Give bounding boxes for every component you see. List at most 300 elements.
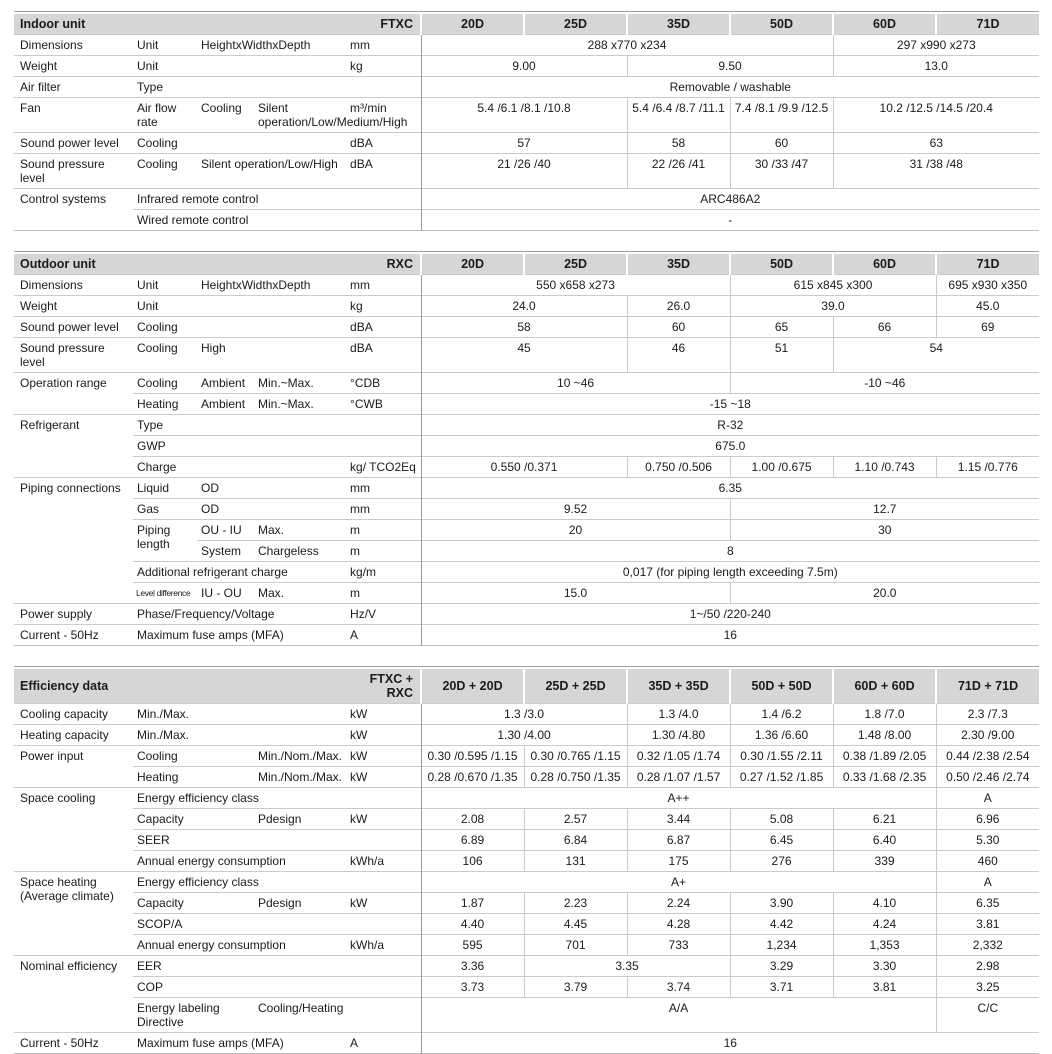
- value-cell: 2.98: [936, 956, 1039, 977]
- unit-label: dBA: [346, 317, 421, 338]
- row-label: High: [197, 338, 346, 373]
- value-cell: 131: [524, 851, 627, 872]
- value-cell: 66: [833, 317, 936, 338]
- value-cell: 4.45: [524, 914, 627, 935]
- unit-label: kg/ TCO2Eq: [346, 457, 421, 478]
- spec-row: [14, 499, 1039, 520]
- spec-row: [14, 725, 1039, 746]
- spec-row: [14, 977, 1039, 998]
- row-label: OD: [197, 499, 346, 520]
- unit-label: [346, 998, 421, 1033]
- spec-row: [14, 746, 1039, 767]
- row-group-label: Operation range: [14, 373, 133, 415]
- model-code: FTXC: [346, 14, 421, 35]
- value-cell: 10 ~46: [421, 373, 730, 394]
- value-cell: 0.27 /1.52 /1.85: [730, 767, 833, 788]
- model-code: FTXC + RXC: [346, 669, 421, 704]
- unit-label: A: [346, 1033, 421, 1054]
- value-cell: 39.0: [730, 296, 936, 317]
- row-label: Max.: [254, 583, 346, 604]
- value-cell: 1.30 /4.00: [421, 725, 627, 746]
- row-group-label: Heating capacity: [14, 725, 133, 746]
- value-cell: 22 /26 /41: [627, 154, 730, 189]
- value-cell: 58: [627, 133, 730, 154]
- value-cell: 0.33 /1.68 /2.35: [833, 767, 936, 788]
- value-cell: 1.15 /0.776: [936, 457, 1039, 478]
- value-cell: 5.30: [936, 830, 1039, 851]
- spec-row: [14, 373, 1039, 394]
- row-label: Charge: [133, 457, 346, 478]
- value-cell: 65: [730, 317, 833, 338]
- spec-row: [14, 583, 1039, 604]
- table-body: [14, 35, 1039, 231]
- value-cell: 595: [421, 935, 524, 956]
- column-header: 25D: [524, 14, 627, 35]
- spec-row: [14, 415, 1039, 436]
- value-cell: 1.36 /6.60: [730, 725, 833, 746]
- value-cell: 3.73: [421, 977, 524, 998]
- column-header: 25D + 25D: [524, 669, 627, 704]
- unit-label: kW: [346, 767, 421, 788]
- row-group-label: Power supply: [14, 604, 133, 625]
- value-cell: 1.4 /6.2: [730, 704, 833, 725]
- row-label: Unit: [133, 35, 197, 56]
- row-group-label: Sound power level: [14, 317, 133, 338]
- value-cell: 21 /26 /40: [421, 154, 627, 189]
- row-label: Energy efficiency class: [133, 788, 346, 809]
- spec-row: [14, 935, 1039, 956]
- row-label: Unit: [133, 275, 197, 296]
- spec-row: [14, 154, 1039, 189]
- row-label: Pdesign: [254, 893, 346, 914]
- spec-row: [14, 872, 1039, 893]
- column-header: 20D: [421, 14, 524, 35]
- spec-row: [14, 338, 1039, 373]
- unit-label: kg/m: [346, 562, 421, 583]
- value-cell: 6.21: [833, 809, 936, 830]
- unit-label: [346, 914, 421, 935]
- model-code: RXC: [346, 254, 421, 275]
- row-label: Energy labeling Directive: [133, 998, 254, 1033]
- row-label: Gas: [133, 499, 197, 520]
- value-cell: 6.40: [833, 830, 936, 851]
- spec-row: [14, 394, 1039, 415]
- value-cell: 1.10 /0.743: [833, 457, 936, 478]
- value-cell: 69: [936, 317, 1039, 338]
- unit-label: kW: [346, 704, 421, 725]
- row-label: Annual energy consumption: [133, 851, 346, 872]
- column-header: 60D: [833, 254, 936, 275]
- column-header: 50D: [730, 254, 833, 275]
- row-label: Cooling: [133, 133, 346, 154]
- value-cell: 1.30 /4.80: [627, 725, 730, 746]
- row-label: Min.~Max.: [254, 394, 346, 415]
- value-cell: 615 x845 x300: [730, 275, 936, 296]
- column-header: 71D + 71D: [936, 669, 1039, 704]
- value-cell: 54: [833, 338, 1039, 373]
- row-label: Energy efficiency class: [133, 872, 346, 893]
- row-label: Min./Max.: [133, 704, 346, 725]
- row-label: Chargeless: [254, 541, 346, 562]
- spec-row: [14, 436, 1039, 457]
- table-header-row: [14, 254, 1039, 275]
- row-label: Cooling: [133, 338, 197, 373]
- value-cell: 1.48 /8.00: [833, 725, 936, 746]
- spec-row: [14, 893, 1039, 914]
- row-label: Heating: [133, 767, 254, 788]
- value-cell: 4.24: [833, 914, 936, 935]
- spec-row: [14, 604, 1039, 625]
- value-cell: 46: [627, 338, 730, 373]
- value-cell: 2,332: [936, 935, 1039, 956]
- unit-label: dBA: [346, 154, 421, 189]
- value-cell: 1,234: [730, 935, 833, 956]
- row-group-label: Sound pressure level: [14, 338, 133, 373]
- row-label: Cooling: [133, 746, 254, 767]
- row-group-label: Weight: [14, 56, 133, 77]
- value-cell: 3.30: [833, 956, 936, 977]
- value-cell: 0.28 /1.07 /1.57: [627, 767, 730, 788]
- value-cell: 5.4 /6.4 /8.7 /11.1: [627, 98, 730, 133]
- row-label: Silent operation/Low/Medium/High: [254, 98, 346, 133]
- column-header: 35D: [627, 254, 730, 275]
- value-cell: 1.87: [421, 893, 524, 914]
- value-cell: 4.10: [833, 893, 936, 914]
- value-cell: 63: [833, 133, 1039, 154]
- value-cell: 6.87: [627, 830, 730, 851]
- value-cell: 57: [421, 133, 627, 154]
- value-cell: 3.44: [627, 809, 730, 830]
- row-group-label: Air filter: [14, 77, 133, 98]
- efficiency-data-section: [14, 666, 1039, 1054]
- spec-row: [14, 625, 1039, 646]
- value-cell: 30 /33 /47: [730, 154, 833, 189]
- row-label: Cooling: [133, 373, 197, 394]
- unit-label: mm: [346, 275, 421, 296]
- value-cell: 20.0: [730, 583, 1039, 604]
- section-title: Efficiency data: [14, 669, 346, 704]
- value-cell: 4.42: [730, 914, 833, 935]
- row-label: IU - OU: [197, 583, 254, 604]
- row-group-label: Cooling capacity: [14, 704, 133, 725]
- row-label: Level difference: [133, 583, 197, 604]
- row-label: Unit: [133, 56, 346, 77]
- unit-label: [346, 788, 421, 809]
- value-cell: A: [936, 872, 1039, 893]
- row-label: Ambient: [197, 394, 254, 415]
- value-cell: 5.08: [730, 809, 833, 830]
- row-label: Min.~Max.: [254, 373, 346, 394]
- value-cell: 24.0: [421, 296, 627, 317]
- value-cell: 733: [627, 935, 730, 956]
- value-cell: 60: [627, 317, 730, 338]
- unit-label: kWh/a: [346, 851, 421, 872]
- value-cell: ARC486A2: [421, 189, 1039, 210]
- row-label: HeightxWidthxDepth: [197, 275, 346, 296]
- row-group-label: Current - 50Hz: [14, 625, 133, 646]
- value-cell: 0.750 /0.506: [627, 457, 730, 478]
- unit-label: m³/min: [346, 98, 421, 133]
- value-cell: R-32: [421, 415, 1039, 436]
- value-cell: 1.3 /3.0: [421, 704, 627, 725]
- value-cell: Removable / washable: [421, 77, 1039, 98]
- unit-label: kW: [346, 893, 421, 914]
- value-cell: 1.8 /7.0: [833, 704, 936, 725]
- spec-row: [14, 520, 1039, 541]
- row-label: Unit: [133, 296, 346, 317]
- unit-label: kWh/a: [346, 935, 421, 956]
- unit-label: [346, 830, 421, 851]
- value-cell: 0,017 (for piping length exceeding 7.5m): [421, 562, 1039, 583]
- value-cell: 3.71: [730, 977, 833, 998]
- spec-row: [14, 98, 1039, 133]
- value-cell: 8: [421, 541, 1039, 562]
- row-label: Maximum fuse amps (MFA): [133, 625, 346, 646]
- row-label: SEER: [133, 830, 346, 851]
- value-cell: 0.30 /1.55 /2.11: [730, 746, 833, 767]
- unit-label: °CDB: [346, 373, 421, 394]
- row-label: Silent operation/Low/High: [197, 154, 346, 189]
- value-cell: 1,353: [833, 935, 936, 956]
- value-cell: 4.40: [421, 914, 524, 935]
- table-header-row: [14, 14, 1039, 35]
- value-cell: 13.0: [833, 56, 1039, 77]
- value-cell: 297 x990 x273: [833, 35, 1039, 56]
- spec-row: [14, 1033, 1039, 1054]
- spec-row: [14, 56, 1039, 77]
- unit-label: [346, 189, 421, 210]
- value-cell: 0.44 /2.38 /2.54: [936, 746, 1039, 767]
- spec-row: [14, 296, 1039, 317]
- row-group-label: Piping connections: [14, 478, 133, 604]
- value-cell: A++: [421, 788, 936, 809]
- value-cell: 1.00 /0.675: [730, 457, 833, 478]
- unit-label: A: [346, 625, 421, 646]
- value-cell: 0.550 /0.371: [421, 457, 627, 478]
- value-cell: 60: [730, 133, 833, 154]
- row-label: Pdesign: [254, 809, 346, 830]
- row-label: Max.: [254, 520, 346, 541]
- indoor-unit-section: [14, 11, 1039, 231]
- column-header: 60D: [833, 14, 936, 35]
- row-group-label: Space heating (Average climate): [14, 872, 133, 956]
- spec-row: [14, 851, 1039, 872]
- value-cell: 3.36: [421, 956, 524, 977]
- row-label: Infrared remote control: [133, 189, 346, 210]
- value-cell: 30: [730, 520, 1039, 541]
- spec-row: [14, 914, 1039, 935]
- unit-label: [346, 956, 421, 977]
- value-cell: 0.28 /0.670 /1.35: [421, 767, 524, 788]
- value-cell: 20: [421, 520, 730, 541]
- row-label: OD: [197, 478, 346, 499]
- row-label: Air flow rate: [133, 98, 197, 133]
- row-group-label: Weight: [14, 296, 133, 317]
- row-label: Cooling: [133, 317, 346, 338]
- value-cell: 2.08: [421, 809, 524, 830]
- column-header: 60D + 60D: [833, 669, 936, 704]
- unit-label: kW: [346, 746, 421, 767]
- value-cell: -10 ~46: [730, 373, 1039, 394]
- value-cell: 2.23: [524, 893, 627, 914]
- column-header: 20D: [421, 254, 524, 275]
- value-cell: 51: [730, 338, 833, 373]
- unit-label: m: [346, 541, 421, 562]
- value-cell: 701: [524, 935, 627, 956]
- value-cell: 9.00: [421, 56, 627, 77]
- value-cell: 0.38 /1.89 /2.05: [833, 746, 936, 767]
- value-cell: 0.32 /1.05 /1.74: [627, 746, 730, 767]
- value-cell: 3.79: [524, 977, 627, 998]
- unit-label: kg: [346, 56, 421, 77]
- column-header: 35D: [627, 14, 730, 35]
- column-header: 25D: [524, 254, 627, 275]
- row-label: Annual energy consumption: [133, 935, 346, 956]
- row-label: SCOP/A: [133, 914, 346, 935]
- unit-label: [346, 872, 421, 893]
- row-group-label: Fan: [14, 98, 133, 133]
- value-cell: 9.50: [627, 56, 833, 77]
- value-cell: 0.28 /0.750 /1.35: [524, 767, 627, 788]
- value-cell: 460: [936, 851, 1039, 872]
- spec-row: [14, 275, 1039, 296]
- unit-label: [346, 415, 421, 436]
- row-label: HeightxWidthxDepth: [197, 35, 346, 56]
- row-group-label: Sound power level: [14, 133, 133, 154]
- row-label: Heating: [133, 394, 197, 415]
- value-cell: 3.35: [524, 956, 730, 977]
- value-cell: 7.4 /8.1 /9.9 /12.5: [730, 98, 833, 133]
- row-label: Cooling: [197, 98, 254, 133]
- value-cell: A/A: [421, 998, 936, 1033]
- value-cell: 16: [421, 625, 1039, 646]
- row-label: OU - IU: [197, 520, 254, 541]
- value-cell: 6.35: [421, 478, 1039, 499]
- unit-label: m: [346, 520, 421, 541]
- spec-row: [14, 478, 1039, 499]
- value-cell: 550 x658 x273: [421, 275, 730, 296]
- value-cell: 2.3 /7.3: [936, 704, 1039, 725]
- spec-row: [14, 809, 1039, 830]
- row-label: Type: [133, 77, 346, 98]
- unit-label: mm: [346, 478, 421, 499]
- spec-row: [14, 767, 1039, 788]
- row-group-label: Power input: [14, 746, 133, 788]
- unit-label: °CWB: [346, 394, 421, 415]
- value-cell: A+: [421, 872, 936, 893]
- row-label: Maximum fuse amps (MFA): [133, 1033, 346, 1054]
- row-label: Type: [133, 415, 346, 436]
- indoor-unit-table: [14, 14, 1039, 231]
- value-cell: 6.96: [936, 809, 1039, 830]
- row-label: Liquid: [133, 478, 197, 499]
- value-cell: 1.3 /4.0: [627, 704, 730, 725]
- row-label: Min./Nom./Max.: [254, 767, 346, 788]
- row-label: Capacity: [133, 893, 254, 914]
- value-cell: 276: [730, 851, 833, 872]
- value-cell: 339: [833, 851, 936, 872]
- value-cell: 15.0: [421, 583, 730, 604]
- value-cell: 3.74: [627, 977, 730, 998]
- row-group-label: Dimensions: [14, 35, 133, 56]
- spec-row: [14, 133, 1039, 154]
- table-body: [14, 275, 1039, 646]
- spec-row: [14, 457, 1039, 478]
- row-group-label: Sound pressure level: [14, 154, 133, 189]
- unit-label: m: [346, 583, 421, 604]
- row-label: COP: [133, 977, 346, 998]
- row-group-label: Current - 50Hz: [14, 1033, 133, 1054]
- value-cell: 6.84: [524, 830, 627, 851]
- unit-label: Hz/V: [346, 604, 421, 625]
- value-cell: 12.7: [730, 499, 1039, 520]
- value-cell: 3.81: [936, 914, 1039, 935]
- spec-row: [14, 830, 1039, 851]
- value-cell: 1~/50 /220-240: [421, 604, 1039, 625]
- value-cell: 695 x930 x350: [936, 275, 1039, 296]
- row-label: EER: [133, 956, 346, 977]
- value-cell: 6.35: [936, 893, 1039, 914]
- row-label: Min./Max.: [133, 725, 346, 746]
- spec-row: [14, 956, 1039, 977]
- section-title: Outdoor unit: [14, 254, 346, 275]
- unit-label: dBA: [346, 338, 421, 373]
- row-group-label: Nominal efficiency: [14, 956, 133, 1033]
- outdoor-unit-table: [14, 254, 1039, 646]
- value-cell: C/C: [936, 998, 1039, 1033]
- row-label: Capacity: [133, 809, 254, 830]
- spec-row: [14, 210, 1039, 231]
- value-cell: 16: [421, 1033, 1039, 1054]
- value-cell: 4.28: [627, 914, 730, 935]
- outdoor-unit-section: [14, 251, 1039, 646]
- value-cell: 58: [421, 317, 627, 338]
- value-cell: 675.0: [421, 436, 1039, 457]
- value-cell: A: [936, 788, 1039, 809]
- unit-label: dBA: [346, 133, 421, 154]
- row-group-label: Control systems: [14, 189, 133, 231]
- value-cell: 106: [421, 851, 524, 872]
- unit-label: [346, 436, 421, 457]
- value-cell: 10.2 /12.5 /14.5 /20.4: [833, 98, 1039, 133]
- value-cell: 3.29: [730, 956, 833, 977]
- value-cell: 2.24: [627, 893, 730, 914]
- section-title: Indoor unit: [14, 14, 346, 35]
- column-header: 71D: [936, 254, 1039, 275]
- spec-row: [14, 35, 1039, 56]
- efficiency-data-table: [14, 669, 1039, 1054]
- row-label: Phase/Frequency/Voltage: [133, 604, 346, 625]
- value-cell: 0.30 /0.595 /1.15: [421, 746, 524, 767]
- table-body: [14, 704, 1039, 1054]
- value-cell: 26.0: [627, 296, 730, 317]
- value-cell: 3.25: [936, 977, 1039, 998]
- table-header-row: [14, 669, 1039, 704]
- row-group-label: Dimensions: [14, 275, 133, 296]
- row-label: Cooling/Heating: [254, 998, 346, 1033]
- value-cell: 288 x770 x234: [421, 35, 833, 56]
- row-label: System: [197, 541, 254, 562]
- value-cell: 2.30 /9.00: [936, 725, 1039, 746]
- spec-row: [14, 317, 1039, 338]
- unit-label: kW: [346, 725, 421, 746]
- spec-row: [14, 788, 1039, 809]
- value-cell: 2.57: [524, 809, 627, 830]
- value-cell: 3.90: [730, 893, 833, 914]
- unit-label: mm: [346, 35, 421, 56]
- unit-label: mm: [346, 499, 421, 520]
- column-header: 35D + 35D: [627, 669, 730, 704]
